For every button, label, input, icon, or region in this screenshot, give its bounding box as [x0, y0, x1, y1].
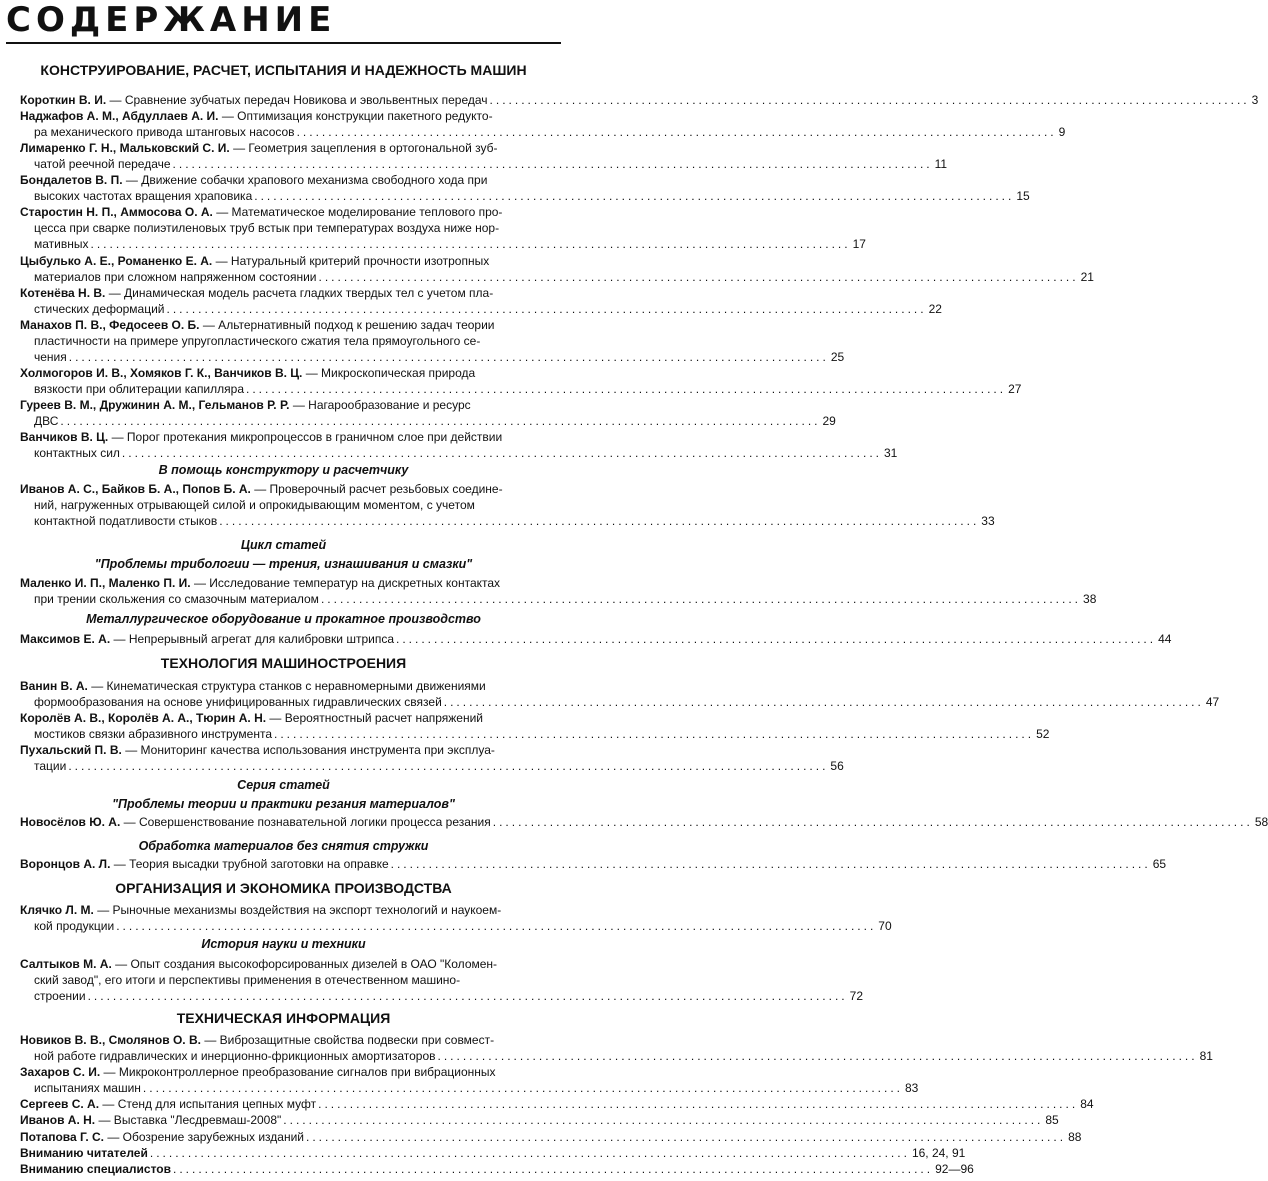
toc-entry[interactable] [20, 204, 866, 252]
entry-title-text: мативных [34, 237, 89, 251]
section-heading: "Проблемы трибологии — трения, изнашивания и смазки" [94, 557, 473, 571]
toc-entry[interactable] [20, 285, 942, 317]
dot-leader: ........................................................................................................................ [90, 237, 851, 251]
toc-entry[interactable] [20, 397, 836, 429]
toc-entry[interactable] [20, 742, 844, 774]
entry-title-text: контактной податливости стыков [34, 514, 218, 528]
entry-title-text: чатой реечной передаче [34, 157, 171, 171]
page-number[interactable]: 85 [1045, 1113, 1059, 1127]
entry-author: Цыбулько А. Е., Романенко Е. А. [20, 254, 213, 268]
entry-title-text: кой продукции [34, 919, 115, 933]
entry-title-text: ной работе гидравлических и инерционно-фрикционных амортизаторов [34, 1049, 436, 1063]
entry-title-text: — Математическое моделирование теплового про- [212, 205, 503, 219]
entry-title-text: — Выставка "Лесдревмаш-2008" [95, 1113, 282, 1127]
entry-author: Сергеев С. А. [20, 1097, 100, 1111]
toc-entry[interactable] [20, 678, 1220, 710]
page-number[interactable]: 25 [830, 350, 845, 364]
entry-title-text: — Кинематическая структура станков с неравномерными движениями [87, 679, 486, 693]
section-heading: ТЕХНОЛОГИЯ МАШИНОСТРОЕНИЯ [160, 655, 407, 671]
entry-author: Бондалетов В. П. [20, 173, 123, 187]
entry-author: Котенёва Н. В. [20, 286, 106, 300]
toc-entry[interactable] [20, 365, 1022, 397]
entry-title-text: — Рыночные механизмы воздействия на экспорт технологий и наукоем- [93, 903, 502, 917]
entry-title-text: — Теория высадки трубной заготовки на оправке [110, 857, 389, 871]
entry-title-text: — Обозрение зарубежных изданий [103, 1130, 304, 1144]
entry-title-text: ра механического привода штанговых насосов [34, 125, 295, 139]
toc-entry[interactable] [20, 902, 892, 934]
page-number[interactable]: 17 [852, 237, 866, 251]
entry-author: Лимаренко Г. Н., Мальковский С. И. [20, 141, 230, 155]
dot-leader: ........................................................................................................................ [246, 382, 1007, 396]
toc-entry[interactable] [20, 956, 863, 1004]
page-number[interactable]: 22 [928, 302, 942, 316]
entry-author: Иванов А. С., Байков Б. А., Попов Б. А. [20, 482, 251, 496]
dot-leader: ........................................................................................................................ [121, 446, 882, 460]
entry-title-text: чения [34, 350, 67, 364]
entry-author: Салтыков М. А. [20, 957, 112, 971]
entry-title-text: — Стенд для испытания цепных муфт [99, 1097, 317, 1111]
entry-title-text: цесса при сварке полиэтиленовых труб встык при температурах воздуха ниже нор- [34, 221, 500, 235]
entry-title-text: ДВС [34, 414, 59, 428]
section-heading: ОРГАНИЗАЦИЯ И ЭКОНОМИКА ПРОИЗВОДСТВА [115, 880, 452, 896]
entry-author: Короткин В. И. [20, 93, 107, 107]
entry-author: Новиков В. В., Смолянов О. В. [20, 1033, 201, 1047]
entry-title-text: пластичности на примере упругопластического сжатия тела прямоугольного се- [34, 334, 481, 348]
section-heading: Серия статей [237, 778, 330, 792]
toc-entry[interactable] [20, 92, 1259, 108]
section-heading: Цикл статей [240, 538, 327, 552]
toc-entry[interactable] [20, 814, 1268, 830]
dot-leader: ........................................................................................................................ [149, 1146, 910, 1160]
page-number[interactable]: 3 [1251, 93, 1259, 107]
toc-entry[interactable] [20, 429, 898, 461]
toc-entry[interactable] [20, 481, 995, 529]
entry-author: Манахов П. В., Федосеев О. Б. [20, 318, 200, 332]
entry-author: Холмогоров И. В., Хомяков Г. К., Ванчиков В. Ц. [20, 366, 303, 380]
section-heading: КОНСТРУИРОВАНИЕ, РАСЧЕТ, ИСПЫТАНИЯ И НАДЕЖНОСТЬ МАШИН [40, 62, 527, 78]
entry-title-text: — Виброзащитные свойства подвески при совмест- [200, 1033, 495, 1047]
entry-author: Гуреев В. М., Дружинин А. М., Гельманов Р. Р. [20, 398, 290, 412]
dot-leader: ........................................................................................................................ [396, 632, 1157, 646]
toc-entry[interactable] [20, 1112, 1059, 1128]
dot-leader: ........................................................................................................................ [489, 93, 1250, 107]
entry-title-text: — Исследование температур на дискретных контактах [190, 576, 501, 590]
page-number[interactable]: 31 [883, 446, 898, 460]
page-number[interactable]: 33 [981, 514, 995, 528]
dot-leader: ........................................................................................................................ [390, 857, 1151, 871]
page-number[interactable]: 70 [878, 919, 892, 933]
section-heading: ТЕХНИЧЕСКАЯ ИНФОРМАЦИЯ [176, 1010, 391, 1026]
dot-leader: ........................................................................................................................ [172, 157, 933, 171]
entry-author: Пухальский П. В. [20, 743, 122, 757]
entry-title-text: — Микроконтроллерное преобразование сигналов при вибрационных [100, 1065, 496, 1079]
entry-title-text: — Вероятностный расчет напряжений [266, 711, 484, 725]
toc-entry[interactable] [20, 108, 1066, 140]
toc-entry[interactable] [20, 1096, 1094, 1112]
page-number[interactable]: 47 [1205, 695, 1220, 709]
page-number[interactable]: 84 [1080, 1097, 1094, 1111]
entry-title-text: — Движение собачки храпового механизма свободного хода при [122, 173, 488, 187]
entry-author: Ванчиков В. Ц. [20, 430, 109, 444]
dot-leader: ........................................................................................................................ [60, 414, 821, 428]
toc-entry[interactable] [20, 172, 1030, 204]
toc-entry[interactable] [20, 1145, 966, 1161]
dot-leader: ........................................................................................................................ [116, 919, 877, 933]
section-heading: Обработка материалов без снятия стружки [138, 839, 429, 853]
entry-author: Королёв А. В., Королёв А. А., Тюрин А. Н. [20, 711, 267, 725]
dot-leader: ........................................................................................................................ [318, 1097, 1079, 1111]
toc-entry[interactable] [20, 317, 845, 365]
section-heading: В помощь конструктору и расчетчику [158, 463, 409, 477]
page-number[interactable]: 29 [822, 414, 836, 428]
dot-leader: ........................................................................................................................ [219, 514, 980, 528]
page-number[interactable]: 15 [1016, 189, 1030, 203]
page-number[interactable]: 81 [1199, 1049, 1213, 1063]
entry-author: Захаров С. И. [20, 1065, 101, 1079]
entry-title-text: — Мониторинг качества использования инструмента при эксплуа- [121, 743, 495, 757]
entry-title-text: материалов при сложном напряженном состоянии [34, 270, 317, 284]
entry-author: Новосёлов Ю. А. [20, 815, 121, 829]
dot-leader: ........................................................................................................................ [443, 695, 1204, 709]
entry-author: Ванин В. А. [20, 679, 88, 693]
entry-author: Старостин Н. П., Аммосова О. А. [20, 205, 213, 219]
entry-author: Вниманию читателей [20, 1146, 148, 1160]
entry-title-text: испытаниях машин [34, 1081, 141, 1095]
dot-leader: ........................................................................................................................ [492, 815, 1253, 829]
entry-title-text: — Порог протекания микропроцессов в граничном слое при действии [108, 430, 503, 444]
toc-entry[interactable] [20, 1161, 974, 1177]
dot-leader: ........................................................................................................................ [320, 592, 1082, 606]
entry-title-text: — Геометрия зацепления в ортогональной зуб- [229, 141, 498, 155]
dot-leader: ........................................................................................................................ [68, 759, 829, 773]
dot-leader: ........................................................................................................................ [296, 125, 1057, 139]
title-rule [6, 42, 561, 44]
entry-title-text: ний, нагруженных отрывающей силой и опрокидывающим моментом, с учетом [34, 498, 475, 512]
entry-title-text: стических деформаций [34, 302, 165, 316]
page-number[interactable]: 27 [1008, 382, 1022, 396]
dot-leader: ........................................................................................................................ [283, 1113, 1044, 1127]
page-number[interactable]: 38 [1083, 592, 1097, 606]
dot-leader: ........................................................................................................................ [173, 1162, 934, 1176]
entry-title-text: — Оптимизация конструкции пакетного редукто- [218, 109, 493, 123]
page-number[interactable]: 83 [904, 1081, 919, 1095]
page-number[interactable]: 72 [849, 989, 863, 1003]
section-heading: История науки и техники [201, 937, 366, 951]
entry-author: Вниманию специалистов [20, 1162, 172, 1176]
entry-title-text: — Опыт создания высокофорсированных дизелей в ОАО "Коломен- [111, 957, 498, 971]
dot-leader: ........................................................................................................................ [437, 1049, 1198, 1063]
entry-title-text: ский завод", его итоги и перспективы применения в отечественном машино- [34, 973, 461, 987]
entry-title-text: строении [34, 989, 86, 1003]
entry-title-text: — Проверочный расчет резьбовых соедине- [250, 482, 503, 496]
dot-leader: ........................................................................................................................ [87, 989, 848, 1003]
toc-entry[interactable] [20, 1064, 919, 1096]
entry-title-text: — Альтернативный подход к решению задач теории [199, 318, 495, 332]
entry-title-text: — Нагарообразование и ресурс [289, 398, 471, 412]
toc-entry[interactable] [20, 1032, 1213, 1064]
entry-author: Потапова Г. С. [20, 1130, 104, 1144]
entry-author: Максимов Е. А. [20, 632, 111, 646]
entry-title-text: вязкости при облитерации капилляра [34, 382, 244, 396]
page-number[interactable]: 9 [1058, 125, 1066, 139]
entry-title-text: — Сравнение зубчатых передач Новикова и эвольвентных передач [106, 93, 488, 107]
dot-leader: ........................................................................................................................ [274, 727, 1035, 741]
dot-leader: ........................................................................................................................ [318, 270, 1079, 284]
entry-title-text: высоких частотах вращения храповика [34, 189, 253, 203]
entry-author: Маленко И. П., Маленко П. И. [20, 576, 191, 590]
toc-entry[interactable] [20, 1129, 1082, 1145]
page-number[interactable]: 52 [1036, 727, 1050, 741]
entry-author: Иванов А. Н. [20, 1113, 96, 1127]
page-number[interactable]: 44 [1158, 632, 1172, 646]
toc-entry[interactable] [20, 140, 948, 172]
page-number[interactable]: 16, 24, 91 [911, 1146, 966, 1160]
section-heading: Металлургическое оборудование и прокатное производство [86, 612, 481, 626]
dot-leader: ........................................................................................................................ [68, 350, 829, 364]
entry-author: Наджафов А. М., Абдуллаев А. И. [20, 109, 219, 123]
dot-leader: ........................................................................................................................ [254, 189, 1015, 203]
entry-title-text: при трении скольжения со смазочным материалом [34, 592, 319, 606]
page-number[interactable]: 56 [830, 759, 844, 773]
entry-title-text: контактных сил [34, 446, 120, 460]
toc-entry[interactable] [20, 253, 1094, 285]
entry-author: Воронцов А. Л. [20, 857, 111, 871]
entry-title-text: — Совершенствование познавательной логики процесса резания [120, 815, 491, 829]
entry-title-text: — Динамическая модель расчета гладких твердых тел с учетом пла- [105, 286, 494, 300]
page-number[interactable]: 58 [1254, 815, 1268, 829]
dot-leader: ........................................................................................................................ [166, 302, 927, 316]
page-title: СОДЕРЖАНИЕ [6, 0, 337, 40]
dot-leader: ........................................................................................................................ [305, 1130, 1067, 1144]
toc-entry[interactable] [20, 575, 1097, 607]
entry-title-text: — Непрерывный агрегат для калибровки штрипса [110, 632, 395, 646]
toc-entry[interactable] [20, 631, 1172, 647]
entry-title-text: — Микроскопическая природа [302, 366, 476, 380]
toc-entry[interactable] [20, 856, 1167, 872]
page-number[interactable]: 21 [1080, 270, 1094, 284]
entry-title-text: — Натуральный критерий прочности изотропных [212, 254, 490, 268]
page-number[interactable]: 11 [934, 157, 948, 171]
page-number[interactable]: 88 [1068, 1130, 1082, 1144]
entry-title-text: тации [34, 759, 67, 773]
dot-leader: ........................................................................................................................ [142, 1081, 903, 1095]
page-number[interactable]: 92—96 [935, 1162, 974, 1176]
entry-author: Клячко Л. М. [20, 903, 94, 917]
toc-entry[interactable] [20, 710, 1050, 742]
entry-title-text: мостиков связки абразивного инструмента [34, 727, 272, 741]
entry-title-text: формообразования на основе унифицированных гидравлических связей [34, 695, 442, 709]
page-number[interactable]: 65 [1152, 857, 1167, 871]
section-heading: "Проблемы теории и практики резания материалов" [112, 797, 455, 811]
